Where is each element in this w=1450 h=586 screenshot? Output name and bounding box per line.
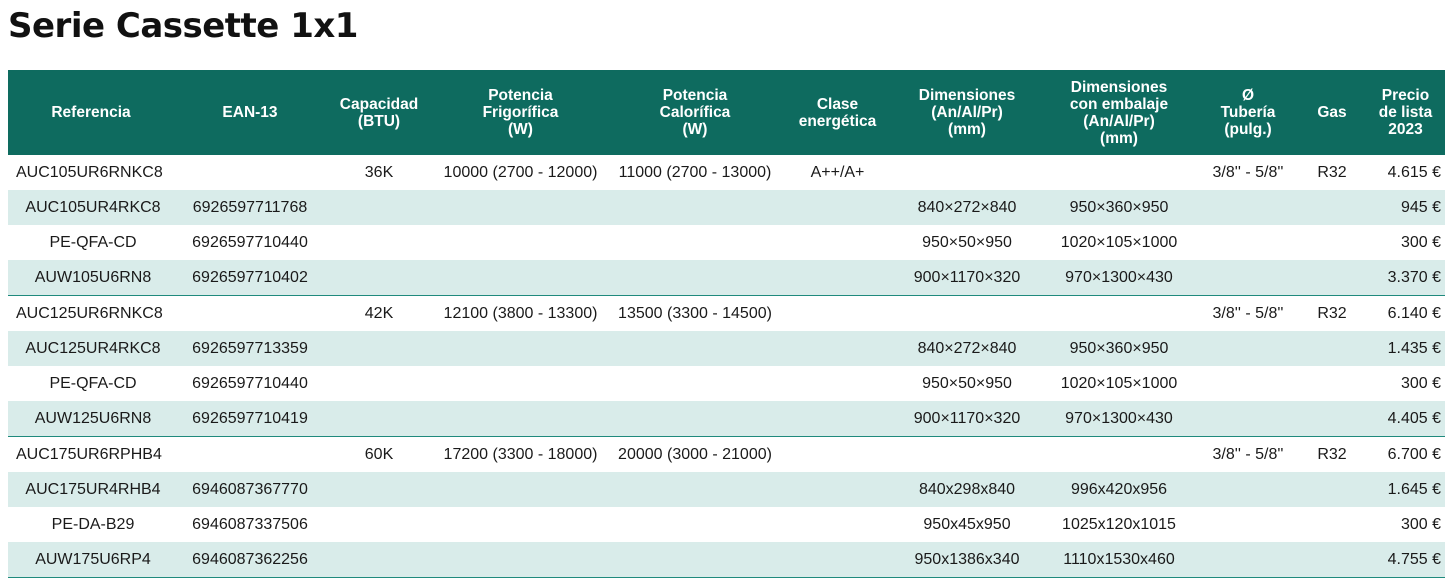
cell-ean: 6926597713359 xyxy=(174,331,326,366)
cell-dimensiones: 950×50×950 xyxy=(922,374,1012,392)
table-row xyxy=(8,331,1445,366)
cell-referencia: AUC125UR6RNKC8 xyxy=(16,304,163,322)
table-row xyxy=(8,542,1445,578)
cell-ean: 6926597711768 xyxy=(174,190,326,225)
cell-referencia: PE-QFA-CD xyxy=(49,233,137,251)
cell-referencia: AUC175UR4RHB4 xyxy=(8,472,174,507)
cell-dimensiones xyxy=(894,296,1040,332)
cell-potencia-calorifica: 13500 (3300 - 14500) xyxy=(618,304,772,322)
cell-dimensiones-embalaje xyxy=(1040,437,1198,473)
cell-referencia: AUC105UR4RKC8 xyxy=(8,190,174,225)
cell-precio: 945 € xyxy=(1366,190,1445,225)
cell-dimensiones xyxy=(894,437,1040,473)
cell-potencia-frigorifica: 10000 (2700 - 12000) xyxy=(443,163,598,181)
price-table xyxy=(8,70,1445,578)
cell-referencia: AUW125U6RN8 xyxy=(8,401,174,437)
cell-tuberia: 3/8'' - 5/8'' xyxy=(1212,445,1284,463)
header-potencia-calorifica: Potencia Calorífica (W) xyxy=(609,70,781,155)
cell-dimensiones-embalaje: 1020×105×1000 xyxy=(1060,374,1178,392)
cell-ean: 6926597710419 xyxy=(174,401,326,437)
cell-dimensiones-embalaje: 996x420x956 xyxy=(1040,472,1198,507)
table-row xyxy=(8,401,1445,437)
cell-capacidad: 36K xyxy=(364,163,394,181)
table-row-main xyxy=(8,437,1445,473)
cell-dimensiones: 950x1386x340 xyxy=(894,542,1040,578)
cell-ean xyxy=(174,437,326,473)
cell-ean: 6926597710402 xyxy=(174,260,326,296)
cell-tuberia: 3/8'' - 5/8'' xyxy=(1212,304,1284,322)
cell-gas: R32 xyxy=(1317,304,1347,322)
cell-dimensiones: 840x298x840 xyxy=(894,472,1040,507)
cell-ean xyxy=(174,296,326,332)
cell-dimensiones: 840×272×840 xyxy=(894,190,1040,225)
cell-precio: 4.615 € xyxy=(1387,163,1441,181)
header-ean: EAN-13 xyxy=(174,70,326,155)
cell-referencia: PE-DA-B29 xyxy=(51,515,135,533)
cell-dimensiones-embalaje: 970×1300×430 xyxy=(1040,401,1198,437)
table-row-main xyxy=(8,155,1445,190)
table-row xyxy=(8,190,1445,225)
cell-dimensiones-embalaje: 950×360×950 xyxy=(1040,331,1198,366)
header-potencia-frigorifica: Potencia Frigorífica (W) xyxy=(432,70,609,155)
table-row xyxy=(8,366,1445,401)
table-row-main xyxy=(8,296,1445,332)
cell-referencia: AUC175UR6RPHB4 xyxy=(16,445,162,463)
cell-potencia-frigorifica: 17200 (3300 - 18000) xyxy=(443,445,598,463)
cell-dimensiones-embalaje: 970×1300×430 xyxy=(1040,260,1198,296)
cell-referencia: AUC105UR6RNKC8 xyxy=(16,163,163,181)
cell-referencia: AUW105U6RN8 xyxy=(8,260,174,296)
table-row xyxy=(8,225,1445,260)
header-referencia: Referencia xyxy=(8,70,174,155)
cell-capacidad: 60K xyxy=(364,445,394,463)
cell-precio: 6.140 € xyxy=(1387,304,1441,322)
cell-clase-energetica xyxy=(781,296,894,332)
cell-precio: 1.645 € xyxy=(1366,472,1445,507)
header-dimensiones-embalaje: Dimensiones con embalaje (An/Al/Pr) (mm) xyxy=(1040,70,1198,155)
cell-ean: 6926597710440 xyxy=(192,374,308,392)
cell-dimensiones-embalaje: 1110x1530x460 xyxy=(1040,542,1198,578)
cell-dimensiones: 900×1170×320 xyxy=(894,401,1040,437)
cell-dimensiones-embalaje: 1020×105×1000 xyxy=(1060,233,1178,251)
cell-precio: 3.370 € xyxy=(1366,260,1445,296)
cell-precio: 300 € xyxy=(1400,515,1441,533)
cell-potencia-calorifica: 20000 (3000 - 21000) xyxy=(618,445,772,463)
cell-dimensiones xyxy=(894,155,1040,190)
header-dimensiones: Dimensiones (An/Al/Pr) (mm) xyxy=(894,70,1040,155)
cell-ean: 6946087367770 xyxy=(174,472,326,507)
header-tuberia: Ø Tubería (pulg.) xyxy=(1198,70,1298,155)
cell-gas: R32 xyxy=(1317,445,1347,463)
cell-referencia: PE-QFA-CD xyxy=(49,374,137,392)
cell-dimensiones: 950x45x950 xyxy=(923,515,1011,533)
table-row xyxy=(8,260,1445,296)
header-gas: Gas xyxy=(1298,70,1366,155)
cell-gas: R32 xyxy=(1317,163,1347,181)
cell-clase-energetica xyxy=(781,437,894,473)
cell-dimensiones-embalaje xyxy=(1040,155,1198,190)
table-header-row xyxy=(8,70,1445,155)
cell-precio: 4.755 € xyxy=(1366,542,1445,578)
cell-ean: 6926597710440 xyxy=(192,233,308,251)
table-row xyxy=(8,507,1445,542)
cell-dimensiones: 900×1170×320 xyxy=(894,260,1040,296)
cell-tuberia: 3/8'' - 5/8'' xyxy=(1212,163,1284,181)
header-clase-energetica: Clase energética xyxy=(781,70,894,155)
cell-referencia: AUC125UR4RKC8 xyxy=(8,331,174,366)
cell-potencia-calorifica: 11000 (2700 - 13000) xyxy=(618,163,772,181)
cell-referencia: AUW175U6RP4 xyxy=(8,542,174,578)
cell-ean: 6946087362256 xyxy=(174,542,326,578)
cell-precio: 300 € xyxy=(1400,374,1441,392)
table-row xyxy=(8,472,1445,507)
cell-precio: 6.700 € xyxy=(1387,445,1441,463)
cell-clase-energetica: A++/A+ xyxy=(810,163,865,181)
cell-ean: 6946087337506 xyxy=(192,515,308,533)
cell-dimensiones: 950×50×950 xyxy=(922,233,1012,251)
cell-precio: 1.435 € xyxy=(1366,331,1445,366)
header-capacidad: Capacidad (BTU) xyxy=(326,70,432,155)
cell-precio: 4.405 € xyxy=(1366,401,1445,437)
cell-dimensiones: 840×272×840 xyxy=(894,331,1040,366)
cell-dimensiones-embalaje xyxy=(1040,296,1198,332)
cell-precio: 300 € xyxy=(1400,233,1441,251)
header-precio: Precio de lista 2023 xyxy=(1366,70,1445,155)
cell-ean xyxy=(174,155,326,190)
cell-dimensiones-embalaje: 950×360×950 xyxy=(1040,190,1198,225)
page-title: Serie Cassette 1x1 xyxy=(8,6,358,46)
cell-dimensiones-embalaje: 1025x120x1015 xyxy=(1062,515,1176,533)
cell-capacidad: 42K xyxy=(364,304,394,322)
cell-potencia-frigorifica: 12100 (3800 - 13300) xyxy=(443,304,598,322)
